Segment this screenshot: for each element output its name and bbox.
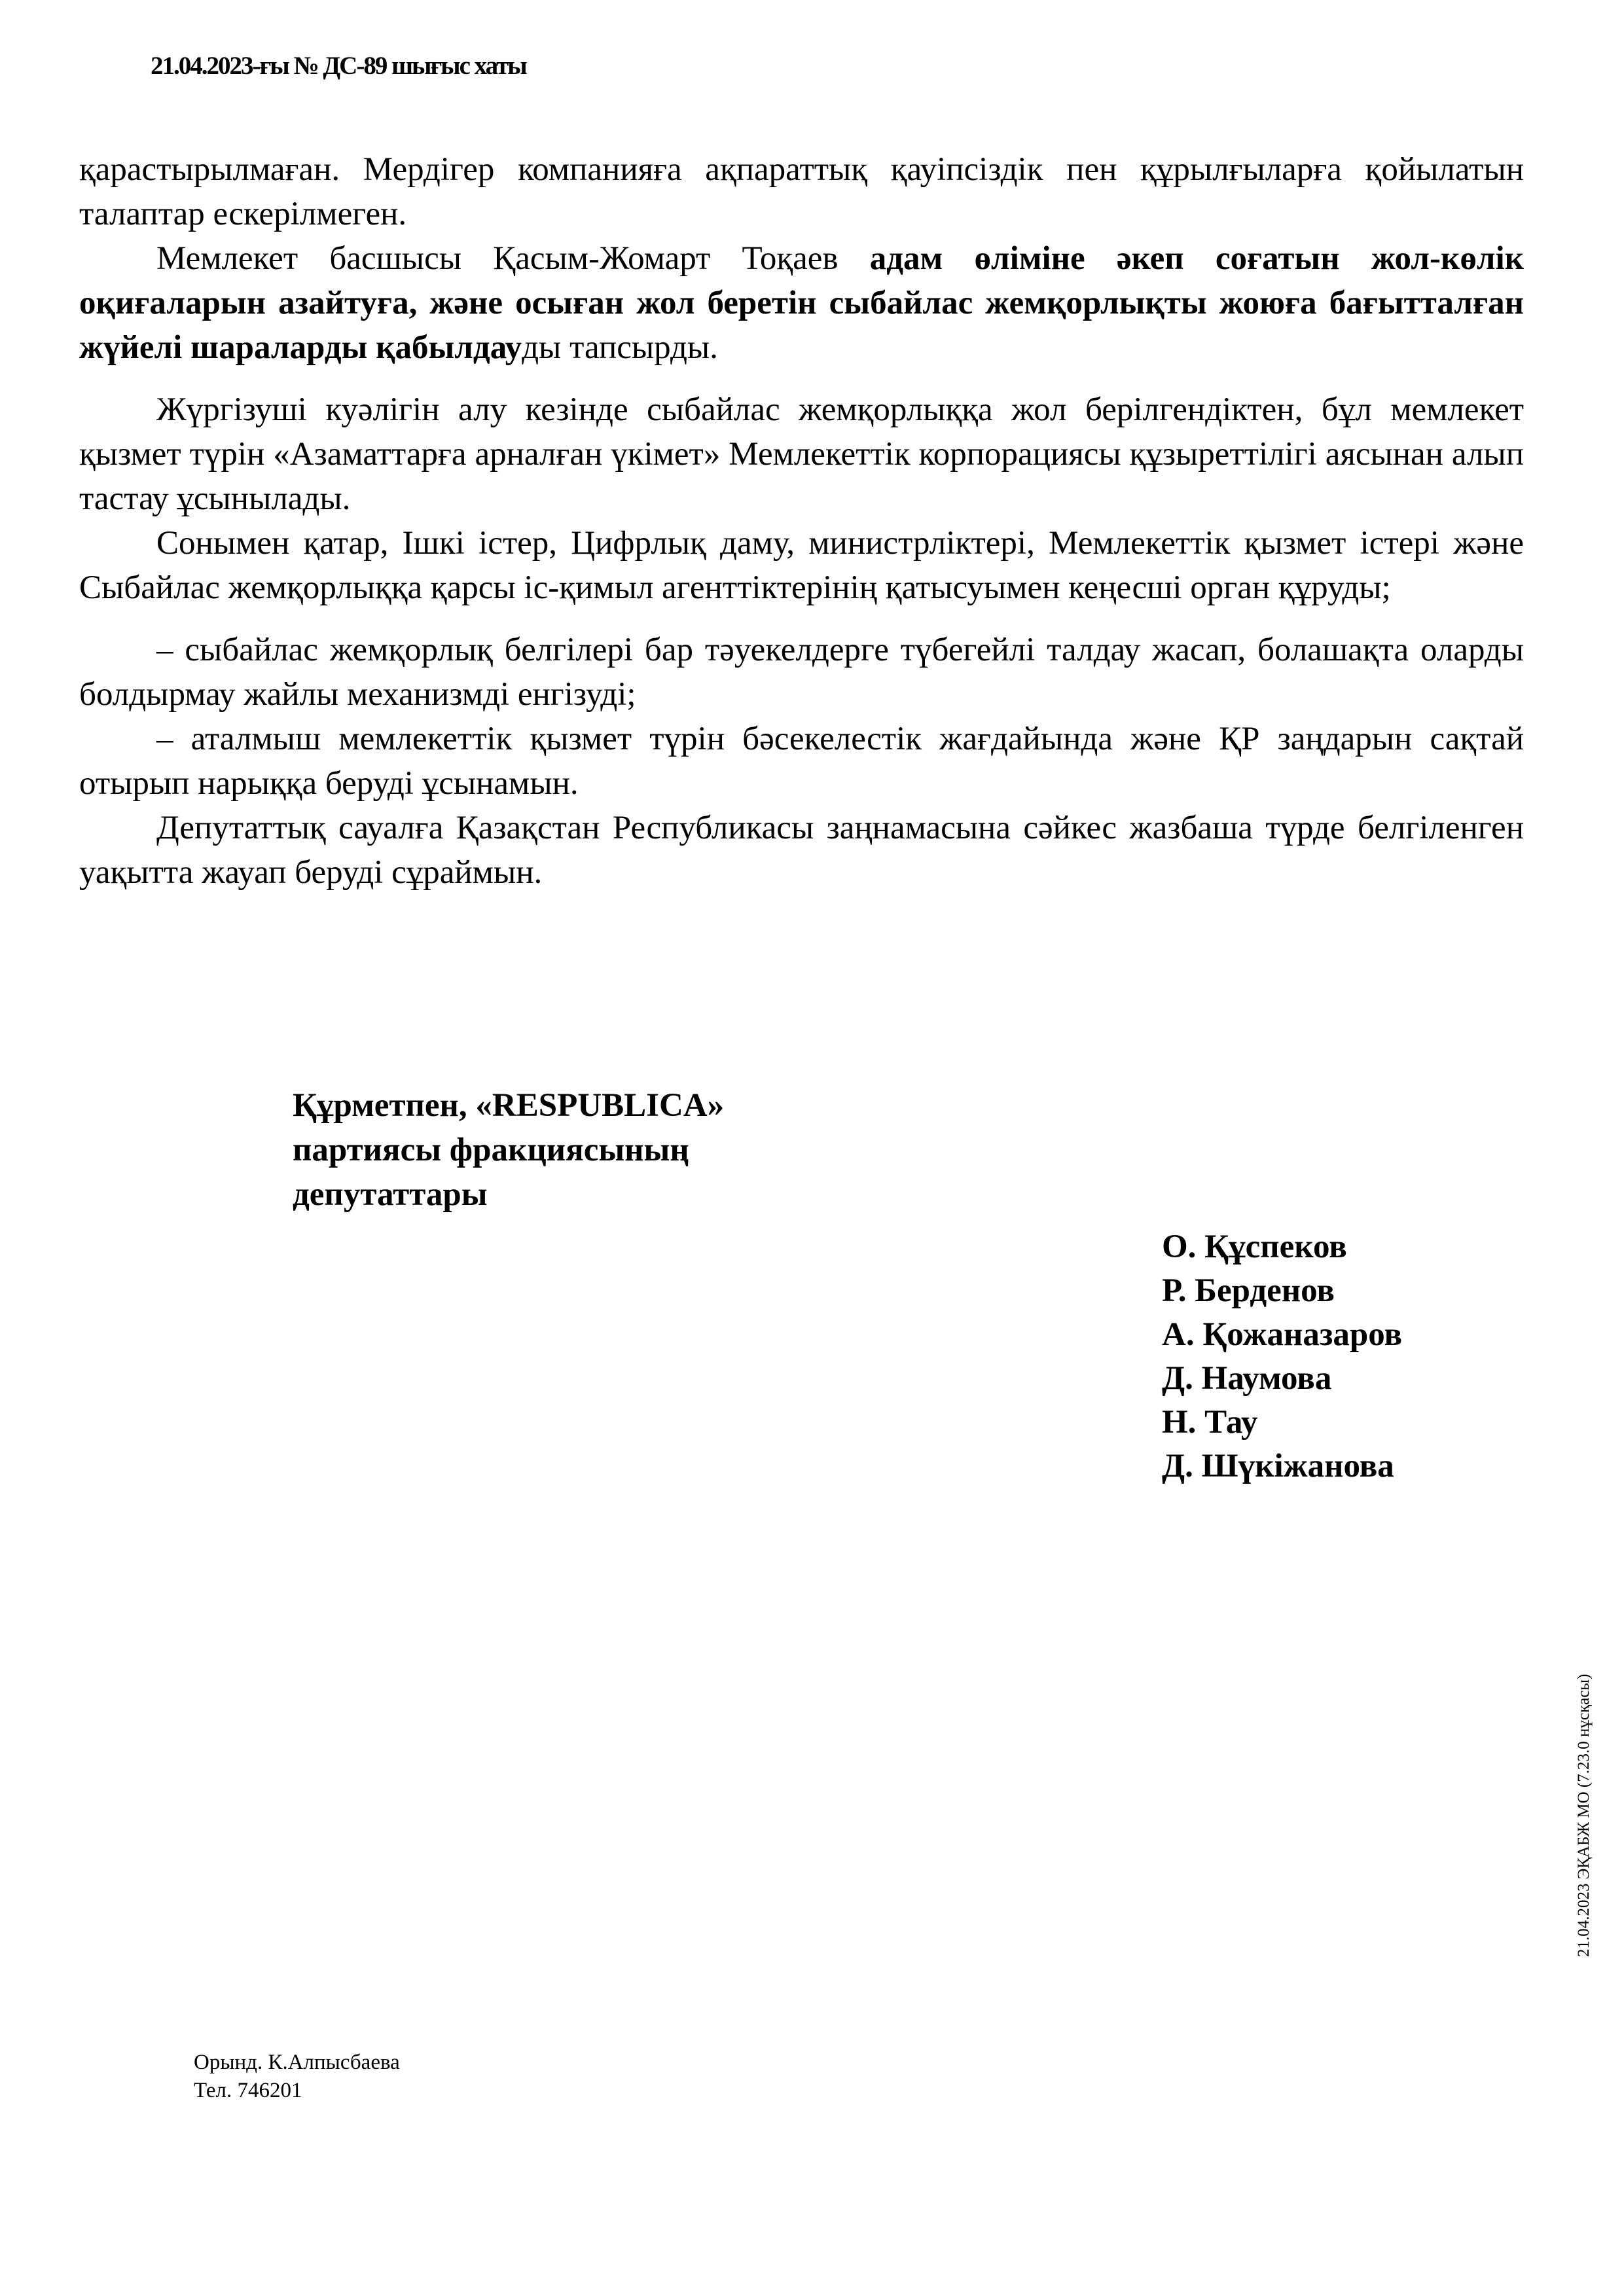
paragraph-3: Жүргізуші куәлігін алу кезінде сыбайлас жемқорлыққа жол берілгендіктен, бұл мемлекет қызмет түрін «Азаматтарға арналған үкімет» Мемлекеттік корпорациясы құзыреттілігі аясынан алып тастау ұсынылады. — [79, 391, 1524, 517]
closing-line: Құрметпен, «RESPUBLICA» — [293, 1087, 725, 1124]
list-item-2: – аталмыш мемлекеттік қызмет түрін бәсекелестік жағдайында және ҚР заңдарын сақтай отырып нарыққа беруді ұсынамын. — [79, 721, 1524, 802]
paragraph-2-emphasis: адам өліміне әкеп соғатын жол-көлік оқиғаларын азайтуға, және осыған жол беретін сыбайлас жемқорлықты жоюға бағытталған жүйелі шараларды қабылдау — [79, 240, 1524, 366]
signer-name: Н. Тау — [1162, 1404, 1258, 1441]
executor-name: Орынд. К.Алпысбаева — [194, 2051, 400, 2074]
signer-name: Р. Берденов — [1162, 1272, 1335, 1309]
signer-name: А. Қожаназаров — [1162, 1316, 1403, 1353]
executor-phone: Тел. 746201 — [194, 2079, 302, 2102]
paragraph-2-intro: Мемлекет басшысы Қасым-Жомарт Тоқаев — [156, 240, 870, 277]
closing-line: партиясы фракциясының — [293, 1132, 689, 1168]
paragraph-2 — [79, 236, 1524, 370]
letter-body — [79, 147, 1524, 895]
signer-name: Д. Шүкіжанова — [1162, 1448, 1394, 1484]
paragraph-1: қарастырылмаған. Мердігер компанияға ақпараттық қауіпсіздік пен құрылғыларға қойылатын талаптар ескерілмеген. — [79, 151, 1524, 232]
document-header: 21.04.2023-ғы № ДС-89 шығыс хаты — [151, 52, 526, 80]
side-stamp: 21.04.2023 ЭҚАБЖ МО (7.23.0 нұсқасы) — [1575, 1674, 1593, 1957]
paragraph-4: Сонымен қатар, Ішкі істер, Цифрлық даму, министрліктері, Мемлекеттік қызмет істері және Сыбайлас жемқорлыққа қарсы іс-қимыл агенттіктерінің қатысуымен кеңесші орган құруды; — [79, 525, 1524, 606]
signer-name: Д. Наумова — [1162, 1360, 1332, 1397]
closing-block — [293, 1083, 724, 1217]
signer-name: О. Құспеков — [1162, 1229, 1347, 1265]
paragraph-request: Депутаттық сауалға Қазақстан Республикасы заңнамасына сәйкес жазбаша түрде белгіленген уақытта жауап беруді сұраймын. — [79, 810, 1524, 891]
closing-line: депутаттары — [293, 1176, 488, 1213]
list-item-1: – сыбайлас жемқорлық белгілері бар тәуекелдерге түбегейлі талдау жасап, болашақта оларды болдырмау жайлы механизмді енгізуді; — [79, 632, 1524, 713]
paragraph-2-end: ды тапсырды. — [522, 329, 718, 366]
signers-list — [1162, 1225, 1402, 1488]
executor-info — [194, 2049, 400, 2105]
